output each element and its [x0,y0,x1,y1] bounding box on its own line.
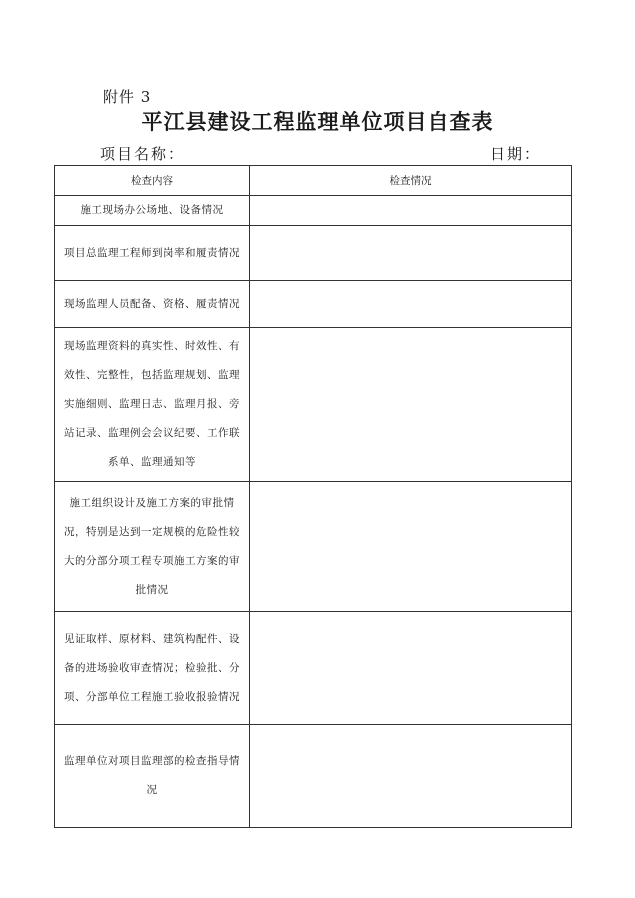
date-label: 日期： [490,145,542,163]
table-row [55,196,572,226]
table-row [55,612,572,725]
check-item-content: 见证取样、原材料、建筑构配件、设备的进场验收审查情况；检验批、分项、分部单位工程施工验收报验情况 [55,612,250,725]
self-check-table [54,165,572,828]
check-item-content: 项目总监理工程师到岗率和履责情况 [55,226,250,281]
check-item-status[interactable] [250,328,572,482]
check-item-status[interactable] [250,196,572,226]
check-item-content: 现场监理人员配备、资格、履责情况 [55,281,250,328]
check-item-status[interactable] [250,612,572,725]
table-row [55,281,572,328]
check-item-content: 施工组织设计及施工方案的审批情况，特别是达到一定规模的危险性较大的分部分项工程专项施工方案的审批情况 [55,482,250,612]
table-row [55,725,572,828]
check-item-content: 施工现场办公场地、设备情况 [55,196,250,226]
check-item-content: 现场监理资料的真实性、时效性、有效性、完整性，包括监理规划、监理实施细则、监理日志、监理月报、旁站记录、监理例会会议纪要、工作联系单、监理通知等 [55,328,250,482]
check-item-content: 监理单位对项目监理部的检查指导情况 [55,725,250,828]
table-row [55,482,572,612]
check-item-status[interactable] [250,226,572,281]
project-name-label: 项目名称： [100,145,186,163]
attachment-label: 附件 3 [103,88,152,106]
check-item-status[interactable] [250,281,572,328]
column-header-content: 检查内容 [55,166,250,196]
check-item-status[interactable] [250,482,572,612]
check-item-status[interactable] [250,725,572,828]
table-header-row [55,166,572,196]
page-title: 平江县建设工程监理单位项目自查表 [141,109,494,134]
table-row [55,226,572,281]
column-header-status: 检查情况 [250,166,572,196]
table-row [55,328,572,482]
